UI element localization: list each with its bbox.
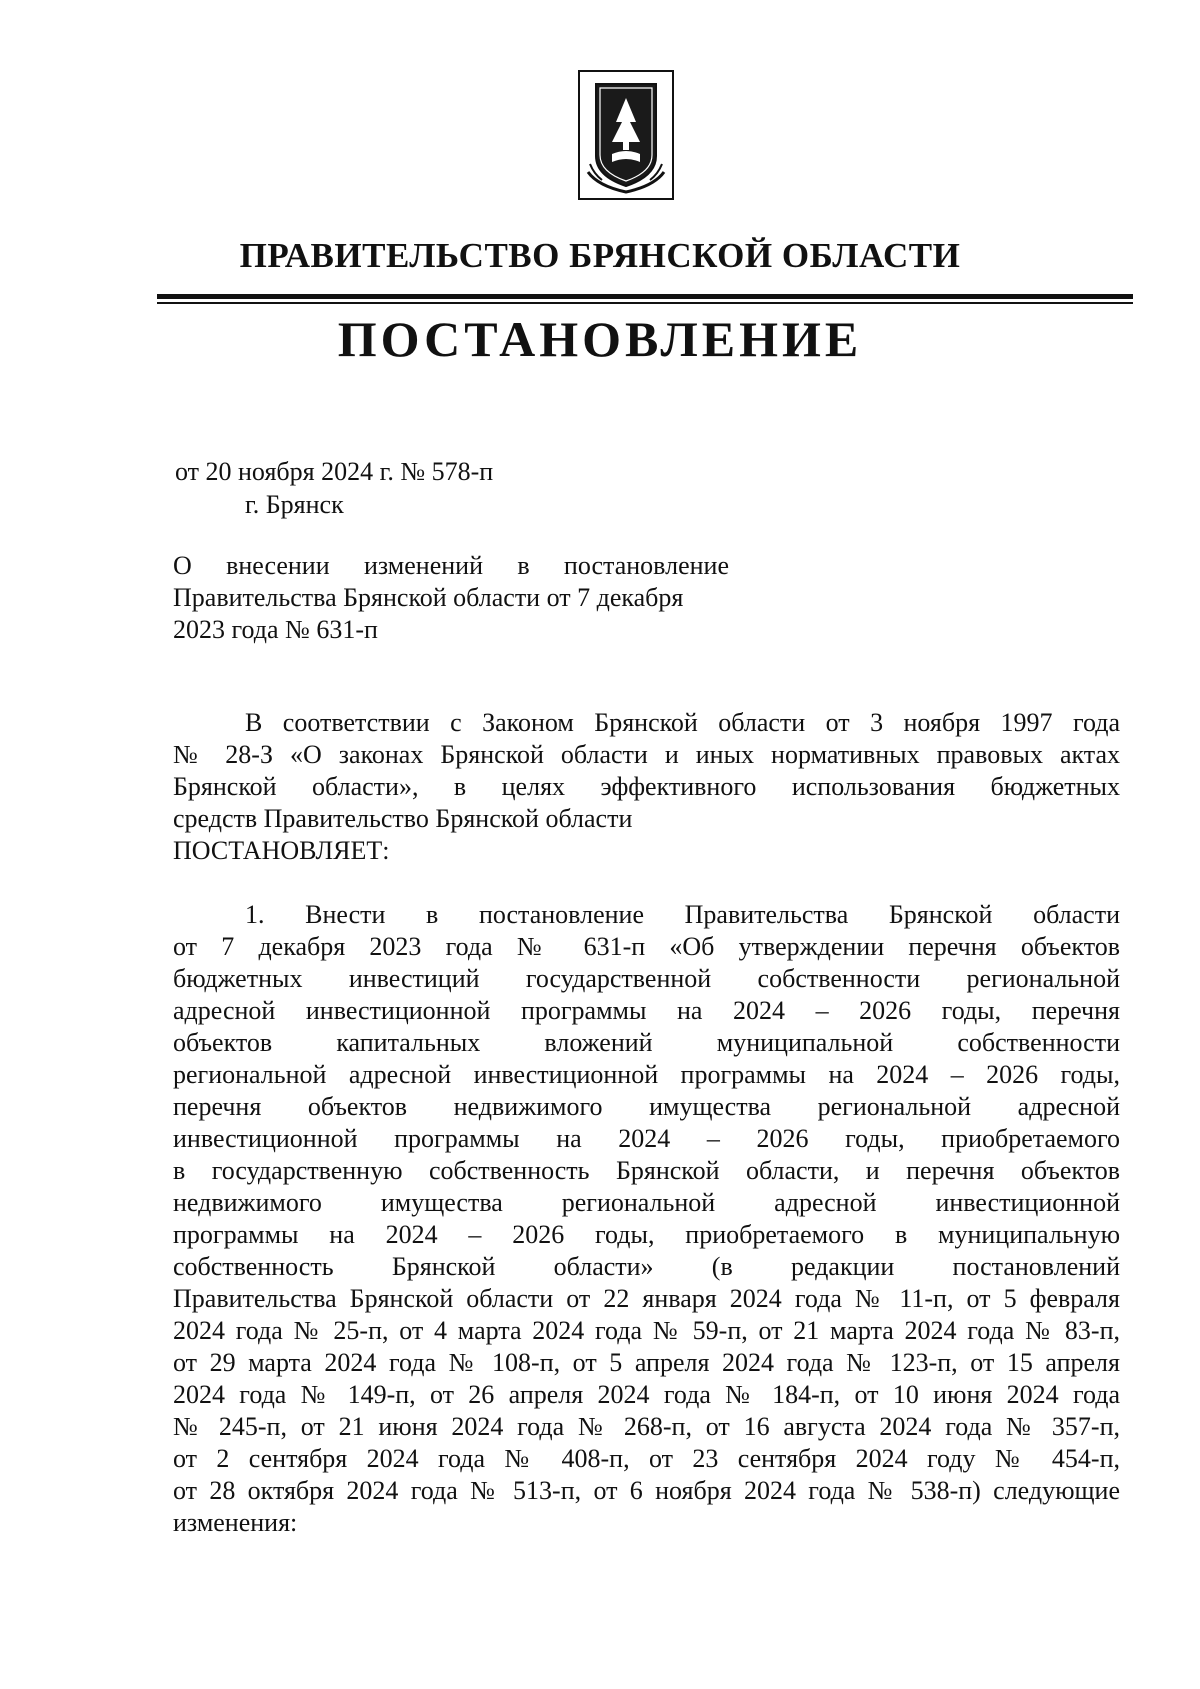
coat-of-arms-icon [578, 70, 674, 200]
document-type-title: ПОСТАНОВЛЕНИЕ [337, 311, 863, 367]
preamble-line: № 28-З «О законах Брянской области и иных нормативных правовых актах [173, 740, 1120, 769]
clause-line: от 2 сентября 2024 года № 408-п, от 23 сентября 2024 году № 454-п, [173, 1444, 1120, 1473]
clause-line: изменения: [173, 1508, 298, 1537]
document-city: г. Брянск [245, 490, 344, 519]
clause-line: программы на 2024 – 2026 годы, приобретаемого в муниципальную [173, 1220, 1120, 1249]
clause-line: бюджетных инвестиций государственной собственности региональной [173, 964, 1120, 993]
clause-line: от 28 октября 2024 года № 513-п, от 6 ноября 2024 года № 538-п) следующие [173, 1476, 1120, 1505]
subject-line: Правительства Брянской области от 7 декабря [173, 583, 684, 612]
decree-word: ПОСТАНОВЛЯЕТ: [173, 836, 390, 865]
clause-line: недвижимого имущества региональной адресной инвестиционной [173, 1188, 1120, 1217]
clause-line: адресной инвестиционной программы на 2024 – 2026 годы, перечня [173, 996, 1120, 1025]
clause-line: от 29 марта 2024 года № 108-п, от 5 апреля 2024 года № 123-п, от 15 апреля [173, 1348, 1120, 1377]
clause-line: 1. Внести в постановление Правительства Брянской области [245, 900, 1120, 929]
document-date-number: от 20 ноября 2024 г. № 578-п [175, 457, 494, 486]
clause-line: № 245-п, от 21 июня 2024 года № 268-п, от 16 августа 2024 года № 357-п, [173, 1412, 1120, 1441]
clause-line: 2024 года № 25-п, от 4 марта 2024 года № 59-п, от 21 марта 2024 года № 83-п, [173, 1316, 1120, 1345]
subject-line: О внесении изменений в постановление [173, 551, 729, 580]
clause-line: Правительства Брянской области от 22 января 2024 года № 11-п, от 5 февраля [173, 1284, 1120, 1313]
preamble-line: В соответствии с Законом Брянской области от 3 ноября 1997 года [245, 708, 1120, 737]
preamble-line: средств Правительство Брянской области [173, 804, 633, 833]
organization-title: ПРАВИТЕЛЬСТВО БРЯНСКОЙ ОБЛАСТИ [239, 236, 961, 275]
clause-line: перечня объектов недвижимого имущества региональной адресной [173, 1092, 1120, 1121]
clause-line: 2024 года № 149-п, от 26 апреля 2024 года № 184-п, от 10 июня 2024 года [173, 1380, 1120, 1409]
clause-line: собственность Брянской области» (в редакции постановлений [173, 1252, 1120, 1281]
clause-line: от 7 декабря 2023 года № 631-п «Об утверждении перечня объектов [173, 932, 1120, 961]
clause-line: объектов капитальных вложений муниципальной собственности [173, 1028, 1120, 1057]
clause-line: инвестиционной программы на 2024 – 2026 годы, приобретаемого [173, 1124, 1120, 1153]
header-divider-thin [157, 302, 1133, 304]
clause-line: в государственную собственность Брянской области, и перечня объектов [173, 1156, 1120, 1185]
clause-line: региональной адресной инвестиционной программы на 2024 – 2026 годы, [173, 1060, 1120, 1089]
header-divider-thick [157, 294, 1133, 299]
preamble-line: Брянской области», в целях эффективного использования бюджетных [173, 772, 1120, 801]
subject-line: 2023 года № 631-п [173, 615, 378, 644]
